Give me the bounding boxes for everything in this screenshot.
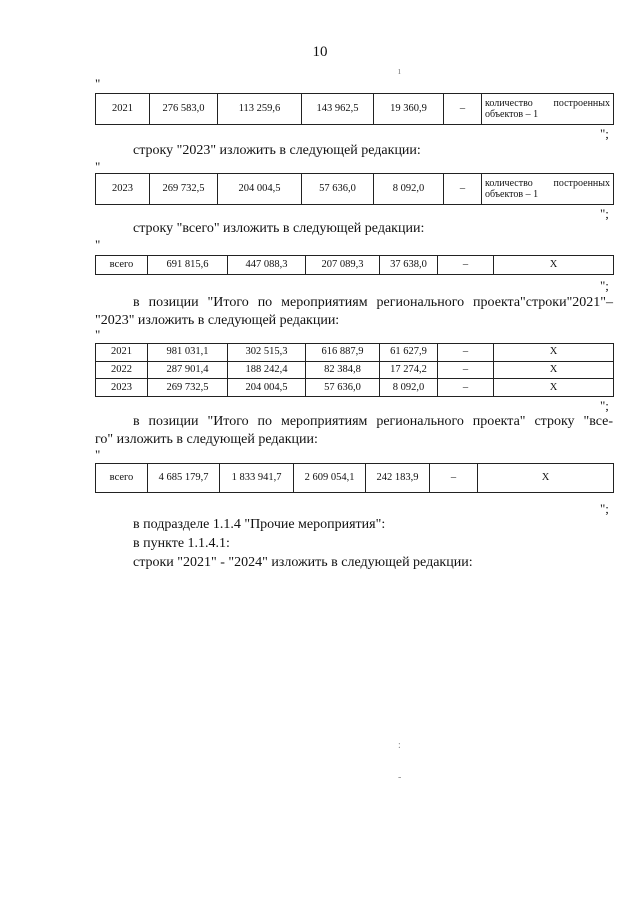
open-quote: ": [95, 76, 101, 91]
scan-speck: :: [398, 740, 401, 751]
cell-col3: 2 609 054,1: [294, 464, 366, 493]
table-row: [96, 379, 614, 397]
cell-col4: 8 092,0: [374, 174, 444, 205]
cell-col4: 61 627,9: [380, 344, 438, 362]
open-quote: ": [95, 237, 101, 252]
cell-col2: 188 242,4: [228, 361, 306, 379]
table-row: [96, 361, 614, 379]
open-quote: ": [95, 447, 101, 462]
cell-col5: –: [444, 174, 482, 205]
cell-col3: 82 384,8: [306, 361, 380, 379]
cell-total: 287 901,4: [148, 361, 228, 379]
cell-col6: X: [494, 256, 614, 275]
paragraph-item: в пункте 1.1.4.1:: [133, 536, 230, 551]
cell-col3: 616 887,9: [306, 344, 380, 362]
open-quote: ": [95, 327, 101, 342]
cell-year: всего: [96, 256, 148, 275]
cell-col3: 57 636,0: [302, 174, 374, 205]
table-row: [96, 174, 614, 205]
cell-col5: –: [438, 344, 494, 362]
scan-speck: ı: [398, 66, 401, 77]
cell-col2: 447 088,3: [228, 256, 306, 275]
paragraph-rows-2021-2024: строки "2021" - "2024" изложить в следующей редакции:: [133, 555, 473, 570]
close-quote: ";: [600, 206, 609, 221]
paragraph-subsection: в подразделе 1.1.4 "Прочие мероприятия":: [133, 517, 386, 532]
cell-year: всего: [96, 464, 148, 493]
table-row: [96, 464, 614, 493]
open-quote: ": [95, 159, 101, 174]
cell-col6: X: [494, 379, 614, 397]
paragraph-project-total-line2: "2023" изложить в следующей редакции:: [95, 313, 340, 328]
cell-col6: X: [478, 464, 614, 493]
cell-total: 269 732,5: [150, 174, 218, 205]
cell-col6: X: [494, 344, 614, 362]
close-quote: ";: [600, 278, 609, 293]
cell-col3: 143 962,5: [302, 94, 374, 125]
cell-col2: 113 259,6: [218, 94, 302, 125]
cell-col2: 1 833 941,7: [220, 464, 294, 493]
cell-col3: 207 089,3: [306, 256, 380, 275]
close-quote: ";: [600, 501, 609, 516]
scan-speck: -: [398, 772, 402, 783]
paragraph-row-total: строку "всего" изложить в следующей редакции:: [133, 221, 425, 236]
close-quote: ";: [600, 126, 609, 141]
cell-note: количество построенных объектов – 1: [482, 94, 614, 125]
paragraph-project-total-line1: в позиции "Итого по мероприятиям регионального проекта"строки"2021"–: [133, 295, 613, 310]
table-project-total-all: [95, 463, 614, 493]
cell-col2: 302 515,3: [228, 344, 306, 362]
page-number: 10: [312, 44, 328, 60]
cell-col5: –: [444, 94, 482, 125]
cell-col4: 19 360,9: [374, 94, 444, 125]
cell-note: количество построенных объектов – 1: [482, 174, 614, 205]
cell-year: 2022: [96, 361, 148, 379]
close-quote: ";: [600, 398, 609, 413]
cell-total: 269 732,5: [148, 379, 228, 397]
cell-col5: –: [438, 379, 494, 397]
cell-col2: 204 004,5: [228, 379, 306, 397]
cell-total: 276 583,0: [150, 94, 218, 125]
table-project-years: [95, 343, 614, 397]
table-row: [96, 256, 614, 275]
table-row-2023-objects: [95, 173, 614, 205]
cell-col4: 17 274,2: [380, 361, 438, 379]
cell-col5: –: [430, 464, 478, 493]
paragraph-project-total-all-line1: в позиции "Итого по мероприятиям регионального проекта" строку "все-: [133, 414, 613, 429]
cell-total: 691 815,6: [148, 256, 228, 275]
cell-col5: –: [438, 361, 494, 379]
cell-year: 2021: [96, 94, 150, 125]
cell-total: 4 685 179,7: [148, 464, 220, 493]
table-row-2021-objects: [95, 93, 614, 125]
paragraph-row-2023: строку "2023" изложить в следующей редакции:: [133, 143, 421, 158]
cell-col6: X: [494, 361, 614, 379]
cell-col4: 37 638,0: [380, 256, 438, 275]
paragraph-project-total-all-line2: го" изложить в следующей редакции:: [95, 432, 318, 447]
cell-year: 2021: [96, 344, 148, 362]
cell-col2: 204 004,5: [218, 174, 302, 205]
cell-col5: –: [438, 256, 494, 275]
table-row: [96, 94, 614, 125]
cell-col4: 242 183,9: [366, 464, 430, 493]
table-row-total: [95, 255, 614, 275]
cell-year: 2023: [96, 174, 150, 205]
cell-total: 981 031,1: [148, 344, 228, 362]
cell-col3: 57 636,0: [306, 379, 380, 397]
table-row: [96, 344, 614, 362]
cell-year: 2023: [96, 379, 148, 397]
cell-col4: 8 092,0: [380, 379, 438, 397]
